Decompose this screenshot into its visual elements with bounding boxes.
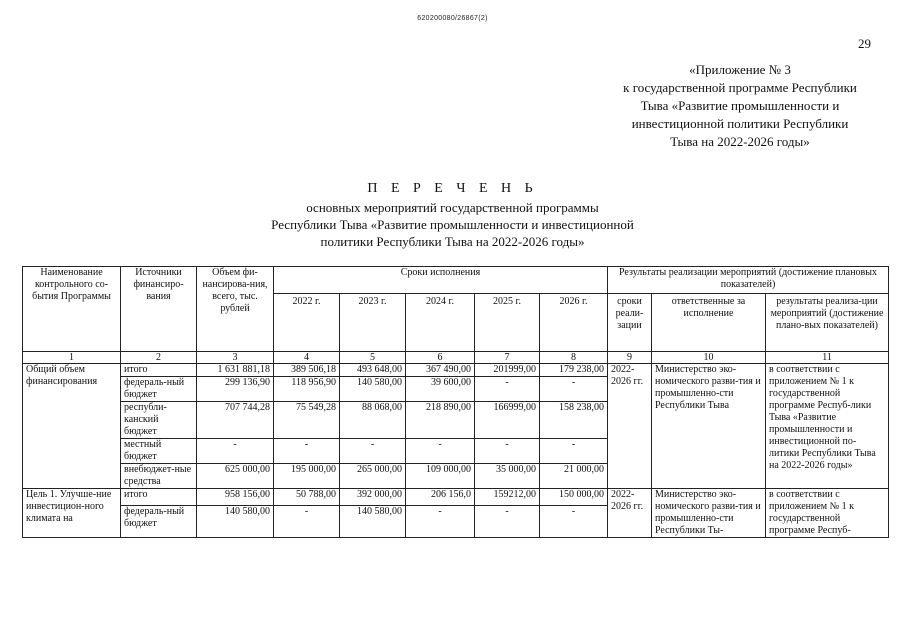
appendix-line: Тыва на 2022-2026 годы» — [670, 134, 810, 149]
responsible: Министерство эко-номического разви-тия и промышленно-сти Республики Ты- — [652, 489, 766, 538]
document-title — [0, 180, 905, 250]
funding-2022: 50 788,00 — [274, 489, 340, 506]
funding-2022: 195 000,00 — [274, 464, 340, 489]
funding-2024: 367 490,00 — [406, 364, 475, 377]
event-name: Цель 1. Улучше-ние инвестицион-ного климата на — [23, 489, 121, 538]
funding-source: федераль-ный бюджет — [121, 505, 197, 537]
funding-source: итого — [121, 364, 197, 377]
header-sources: Источники финансиро-вания — [121, 267, 197, 352]
funding-2025: 166999,00 — [475, 402, 540, 439]
appendix-line: Тыва «Развитие промышленности и — [640, 98, 840, 113]
funding-source: внебюджет-ные средства — [121, 464, 197, 489]
appendix-heading — [586, 61, 894, 151]
column-number: 7 — [475, 352, 540, 364]
funding-2026: - — [540, 439, 608, 464]
funding-2023: 493 648,00 — [340, 364, 406, 377]
funding-2022: - — [274, 505, 340, 537]
column-number: 5 — [340, 352, 406, 364]
page-number: 29 — [858, 36, 871, 51]
funding-total: - — [197, 439, 274, 464]
funding-2022: 75 549,28 — [274, 402, 340, 439]
column-number: 8 — [540, 352, 608, 364]
funding-2024: 206 156,0 — [406, 489, 475, 506]
funding-source: местный бюджет — [121, 439, 197, 464]
funding-total: 299 136,90 — [197, 377, 274, 402]
table-row — [23, 489, 889, 506]
appendix-line: «Приложение № 3 — [689, 62, 791, 77]
funding-2024: 109 000,00 — [406, 464, 475, 489]
column-number: 9 — [608, 352, 652, 364]
title-line: Республики Тыва «Развитие промышленности и инвестиционной — [271, 217, 634, 232]
funding-total: 140 580,00 — [197, 505, 274, 537]
appendix-line: к государственной программе Республики — [623, 80, 857, 95]
funding-2024: - — [406, 439, 475, 464]
header-year-2026: 2026 г. — [540, 294, 608, 352]
funding-source: итого — [121, 489, 197, 506]
funding-2025: - — [475, 505, 540, 537]
title-word: П Е Р Е Ч Е Н Ь — [367, 181, 538, 196]
funding-2023: - — [340, 439, 406, 464]
funding-source: республи-канский бюджет — [121, 402, 197, 439]
event-name: Общий объем финансирования — [23, 364, 121, 489]
outcome: в соответствии с приложением № 1 к государственной программе Респуб-лики Тыва «Развитие промышленности и инвестиционной по-литики Республики Тыва на 2022-2026 годы» — [766, 364, 889, 489]
header-deadline: сроки реали-зации — [608, 294, 652, 352]
column-number: 6 — [406, 352, 475, 364]
funding-2023: 265 000,00 — [340, 464, 406, 489]
funding-total: 1 631 881,18 — [197, 364, 274, 377]
funding-2025: 159212,00 — [475, 489, 540, 506]
header-volume: Объем фи-нансирова-ния, всего, тыс. рублей — [197, 267, 274, 352]
column-number: 1 — [23, 352, 121, 364]
funding-2023: 88 068,00 — [340, 402, 406, 439]
table-row — [23, 364, 889, 377]
responsible: Министерство эко-номического разви-тия и промышленно-сти Республики Тыва — [652, 364, 766, 489]
funding-2024: 218 890,00 — [406, 402, 475, 439]
header-results: Результаты реализации мероприятий (достижение плановых показателей) — [608, 267, 889, 294]
deadline: 2022-2026 гг. — [608, 364, 652, 489]
funding-2025: 35 000,00 — [475, 464, 540, 489]
header-row — [23, 267, 889, 294]
outcome: в соответствии с приложением № 1 к государственной программе Респуб- — [766, 489, 889, 538]
funding-2026: - — [540, 377, 608, 402]
funding-total: 958 156,00 — [197, 489, 274, 506]
funding-2022: 389 506,18 — [274, 364, 340, 377]
header-name: Наименование контрольного со-бытия Программы — [23, 267, 121, 352]
appendix-line: инвестиционной политики Республики — [631, 116, 849, 131]
funding-2025: - — [475, 377, 540, 402]
funding-2025: 201999,00 — [475, 364, 540, 377]
funding-2026: 179 238,00 — [540, 364, 608, 377]
funding-source: федераль-ный бюджет — [121, 377, 197, 402]
header-outcome: результаты реализа-ции мероприятий (достижение плано-вых показателей) — [766, 294, 889, 352]
funding-2026: - — [540, 505, 608, 537]
funding-2023: 392 000,00 — [340, 489, 406, 506]
header-year-2025: 2025 г. — [475, 294, 540, 352]
column-number: 4 — [274, 352, 340, 364]
header-year-2022: 2022 г. — [274, 294, 340, 352]
funding-2026: 21 000,00 — [540, 464, 608, 489]
funding-2024: - — [406, 505, 475, 537]
column-number-row — [23, 352, 889, 364]
funding-2023: 140 580,00 — [340, 505, 406, 537]
column-number: 10 — [652, 352, 766, 364]
funding-total: 707 744,28 — [197, 402, 274, 439]
funding-2024: 39 600,00 — [406, 377, 475, 402]
header-terms: Сроки исполнения — [274, 267, 608, 294]
funding-2022: - — [274, 439, 340, 464]
activities-table — [22, 266, 889, 538]
funding-2023: 140 580,00 — [340, 377, 406, 402]
title-line: политики Республики Тыва на 2022-2026 годы» — [320, 234, 585, 249]
header-year-2024: 2024 г. — [406, 294, 475, 352]
funding-2026: 158 238,00 — [540, 402, 608, 439]
header-year-2023: 2023 г. — [340, 294, 406, 352]
funding-total: 625 000,00 — [197, 464, 274, 489]
column-number: 2 — [121, 352, 197, 364]
funding-2026: 150 000,00 — [540, 489, 608, 506]
document-stamp: 620200080/26867(2) — [417, 15, 488, 22]
funding-2022: 118 956,90 — [274, 377, 340, 402]
deadline: 2022-2026 гг. — [608, 489, 652, 538]
column-number: 3 — [197, 352, 274, 364]
header-responsible: ответственные за исполнение — [652, 294, 766, 352]
funding-2025: - — [475, 439, 540, 464]
title-line: основных мероприятий государственной программы — [306, 200, 599, 215]
column-number: 11 — [766, 352, 889, 364]
